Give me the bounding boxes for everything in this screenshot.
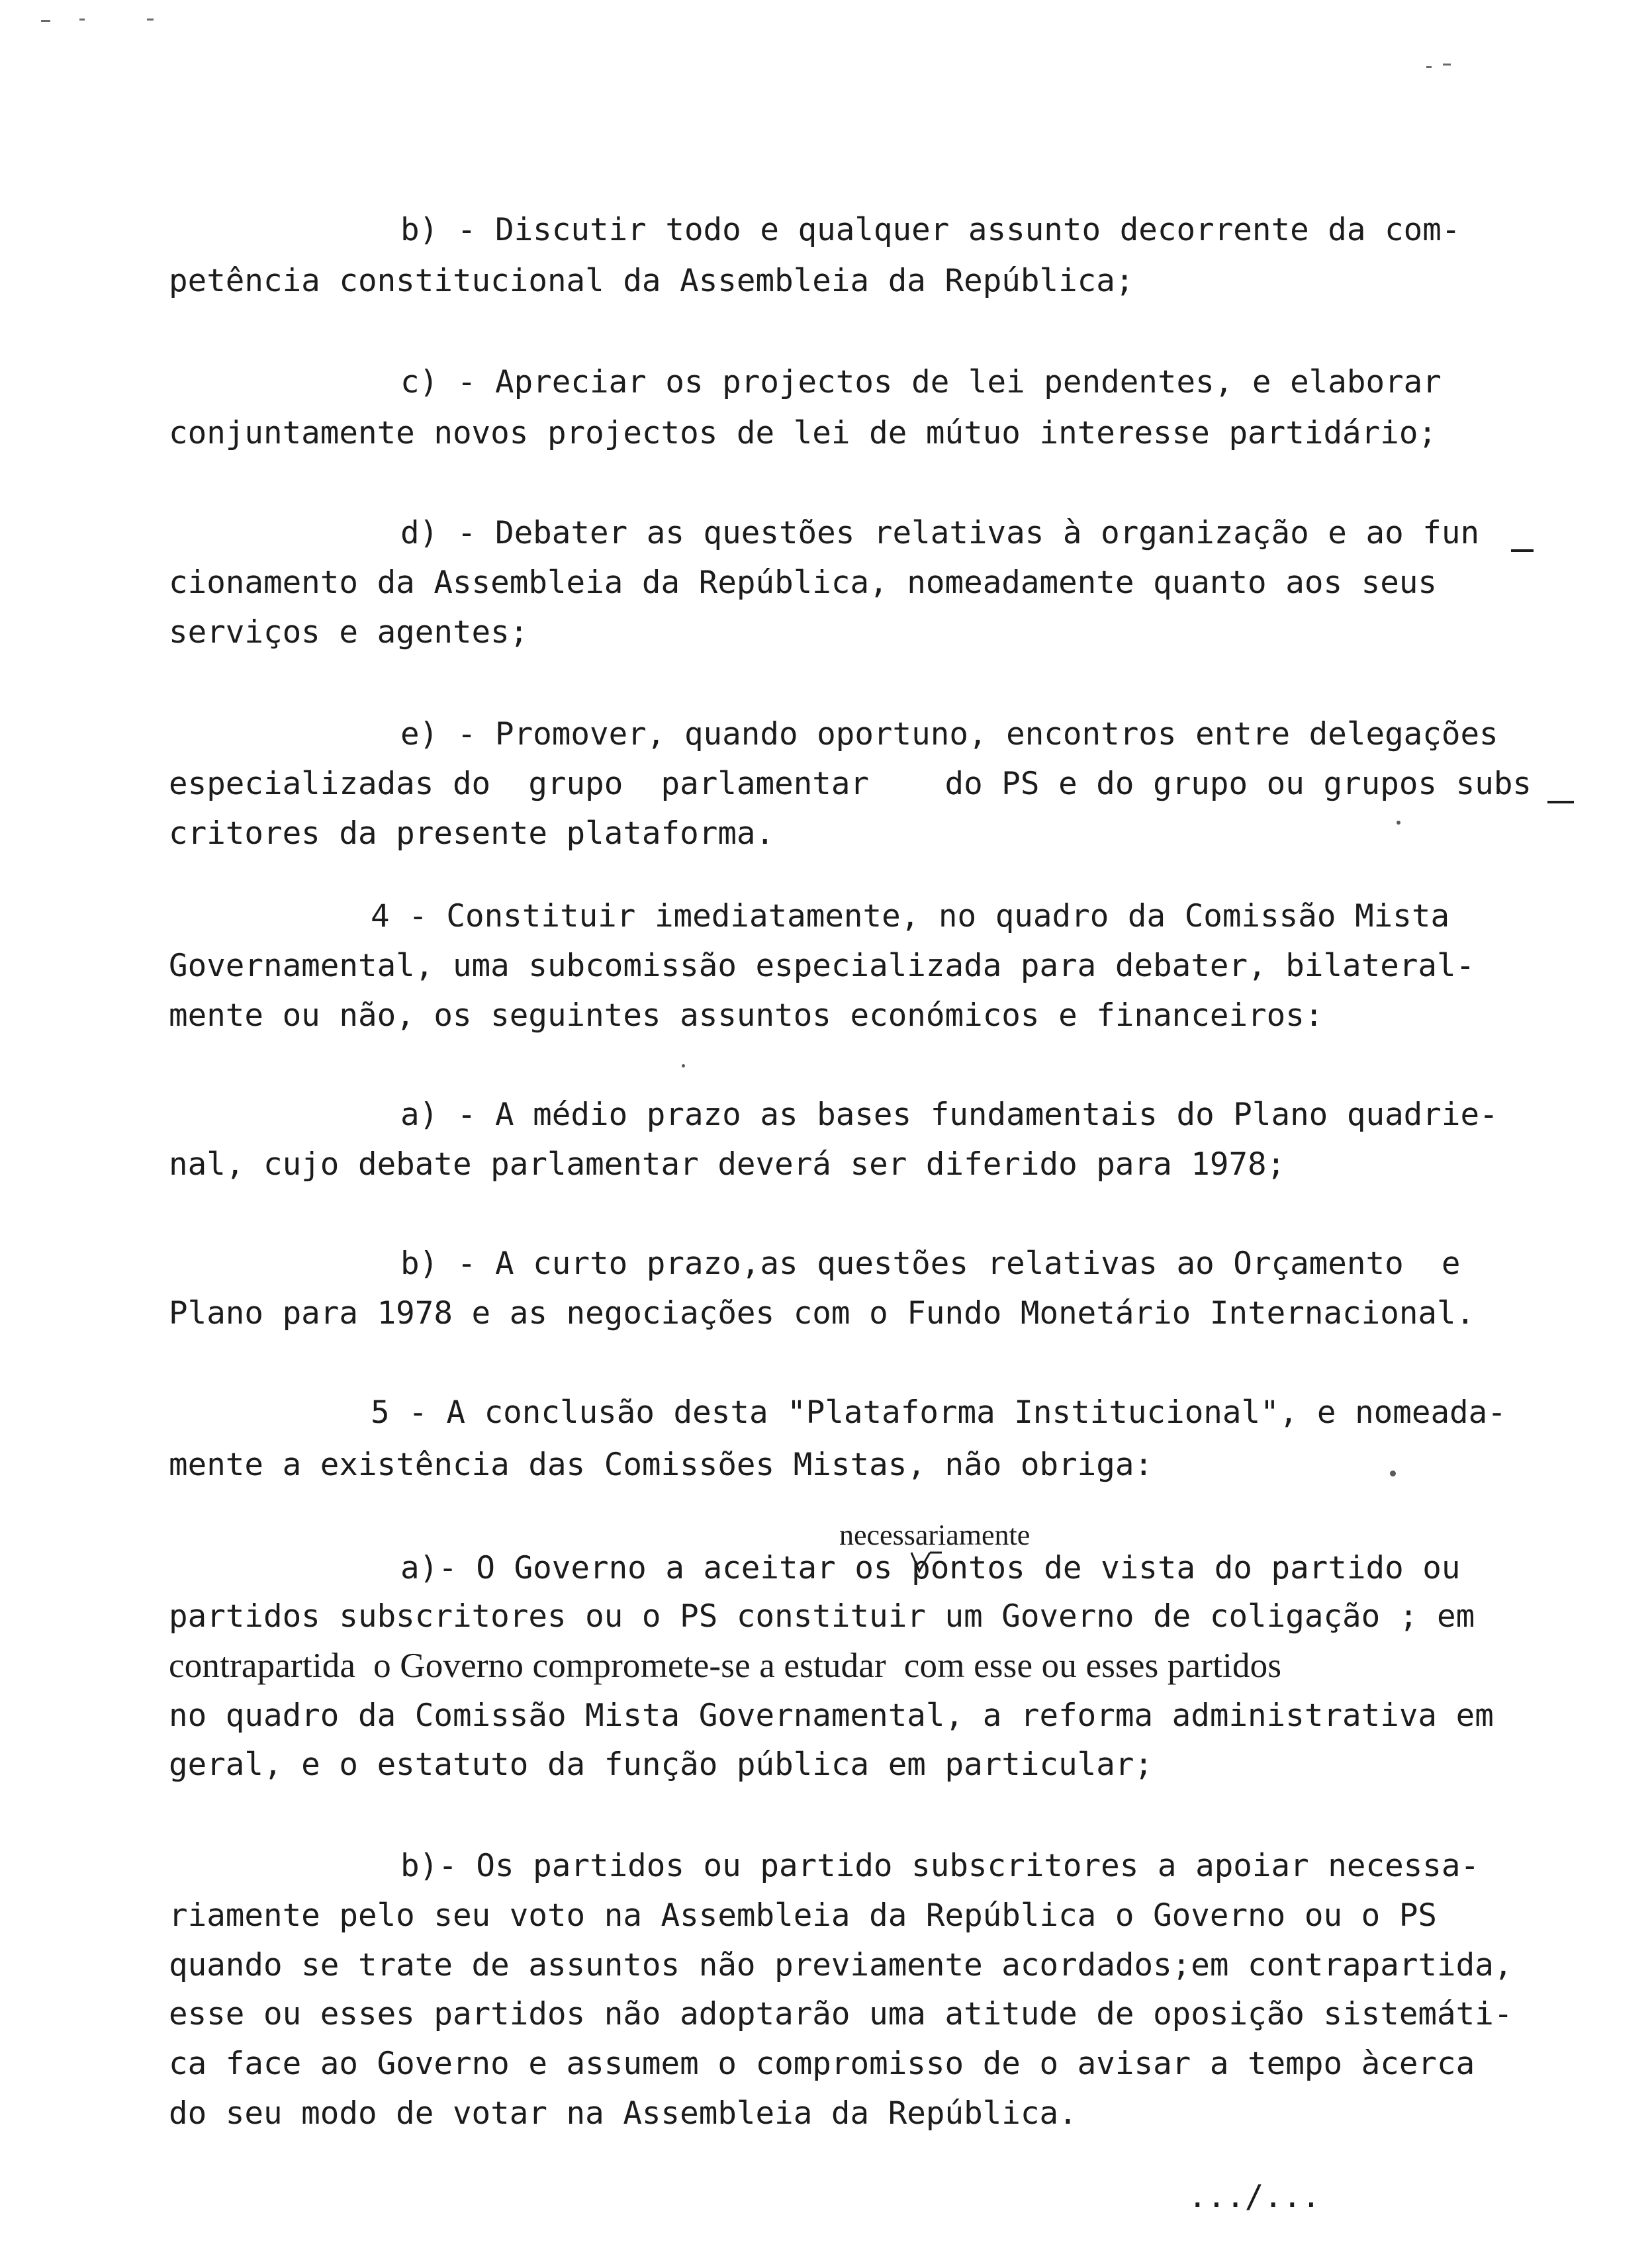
paragraph-4-line-2: Governamental, uma subcomissão especializada para debater, bilateral- — [169, 948, 1475, 984]
paragraph-d1-line-1: d) - Debater as questões relativas à organização e ao fun — [400, 515, 1480, 551]
paragraph-b5-line-2: riamente pelo seu voto na Assembleia da República o Governo ou o PS — [169, 1897, 1438, 1934]
paragraph-b4-line-2: Plano para 1978 e as negociações com o Fundo Monetário Internacional. — [169, 1295, 1475, 1332]
scan-mark — [1426, 66, 1432, 68]
scan-mark — [1443, 64, 1451, 66]
paragraph-a5-line-4: no quadro da Comissão Mista Governamental, a reforma administrativa em — [169, 1698, 1494, 1734]
paragraph-b1-line-2: petência constitucional da Assembleia da República; — [169, 263, 1134, 299]
paragraph-c1-line-1: c) - Apreciar os projectos de lei pendentes, e elaborar — [400, 364, 1442, 400]
paragraph-4-line-3: mente ou não, os seguintes assuntos económicos e financeiros: — [169, 997, 1324, 1034]
paragraph-b4-line-1: b) - A curto prazo,as questões relativas ao Orçamento e — [400, 1246, 1461, 1282]
continuation-mark: .../... — [1188, 2179, 1321, 2215]
paragraph-a5-line-5: geral, e o estatuto da função pública em particular; — [169, 1746, 1154, 1783]
handwritten-insertion: necessariamente — [839, 1519, 1031, 1551]
paragraph-a5-line-1: a)- O Governo a aceitar os pontos de vista do partido ou — [400, 1550, 1461, 1586]
paragraph-c1-line-2: conjuntamente novos projectos de lei de mútuo interesse partidário; — [169, 415, 1438, 451]
paragraph-d1-line-2: cionamento da Assembleia da República, nomeadamente quanto aos seus — [169, 565, 1438, 601]
paragraph-a5-line-2: partidos subscritores ou o PS constituir um Governo de coligação ; em — [169, 1598, 1475, 1635]
paragraph-d1-line-3: serviços e agentes; — [169, 614, 529, 651]
scan-mark — [147, 19, 154, 21]
paragraph-b5-line-6: do seu modo de votar na Assembleia da República. — [169, 2095, 1078, 2132]
paragraph-5-line-2: mente a existência das Comissões Mistas, não obriga: — [169, 1447, 1154, 1483]
paragraph-4-line-1: 4 - Constituir imediatamente, no quadro da Comissão Mista — [371, 898, 1450, 934]
underline-mark — [1547, 801, 1574, 803]
scan-speck — [1390, 1471, 1396, 1476]
scan-speck — [682, 1064, 685, 1067]
paragraph-e1-line-1: e) - Promover, quando oportuno, encontros entre delegações — [400, 716, 1498, 752]
scan-speck — [1397, 821, 1400, 825]
paragraph-a4-line-1: a) - A médio prazo as bases fundamentais do Plano quadrie- — [400, 1097, 1498, 1133]
paragraph-e1-line-3: critores da presente plataforma. — [169, 815, 775, 852]
scan-mark — [41, 20, 50, 22]
paragraph-5-line-1: 5 - A conclusão desta "Plataforma Institucional", e nomeada- — [371, 1394, 1506, 1431]
paragraph-b5-line-3: quando se trate de assuntos não previamente acordados;em contrapartida, — [169, 1947, 1513, 1983]
paragraph-b5-line-4: esse ou esses partidos não adoptarão uma atitude de oposição sistemáti- — [169, 1996, 1513, 2032]
paragraph-e1-line-2: especializadas do grupo parlamentar do PS e do grupo ou grupos subs — [169, 766, 1532, 802]
paragraph-a4-line-2: nal, cujo debate parlamentar deverá ser diferido para 1978; — [169, 1146, 1286, 1183]
scan-mark — [79, 19, 85, 21]
paragraph-b5-line-1: b)- Os partidos ou partido subscritores a apoiar necessa- — [400, 1848, 1480, 1884]
underline-mark — [1511, 549, 1534, 552]
paragraph-b1-line-1: b) - Discutir todo e qualquer assunto decorrente da com- — [400, 212, 1461, 248]
paragraph-b5-line-5: ca face ao Governo e assumem o compromisso de o avisar a tempo àcerca — [169, 2046, 1475, 2082]
paragraph-a5-line-3: contrapartida o Governo compromete-se a estudar com esse ou esses partidos — [169, 1647, 1282, 1685]
